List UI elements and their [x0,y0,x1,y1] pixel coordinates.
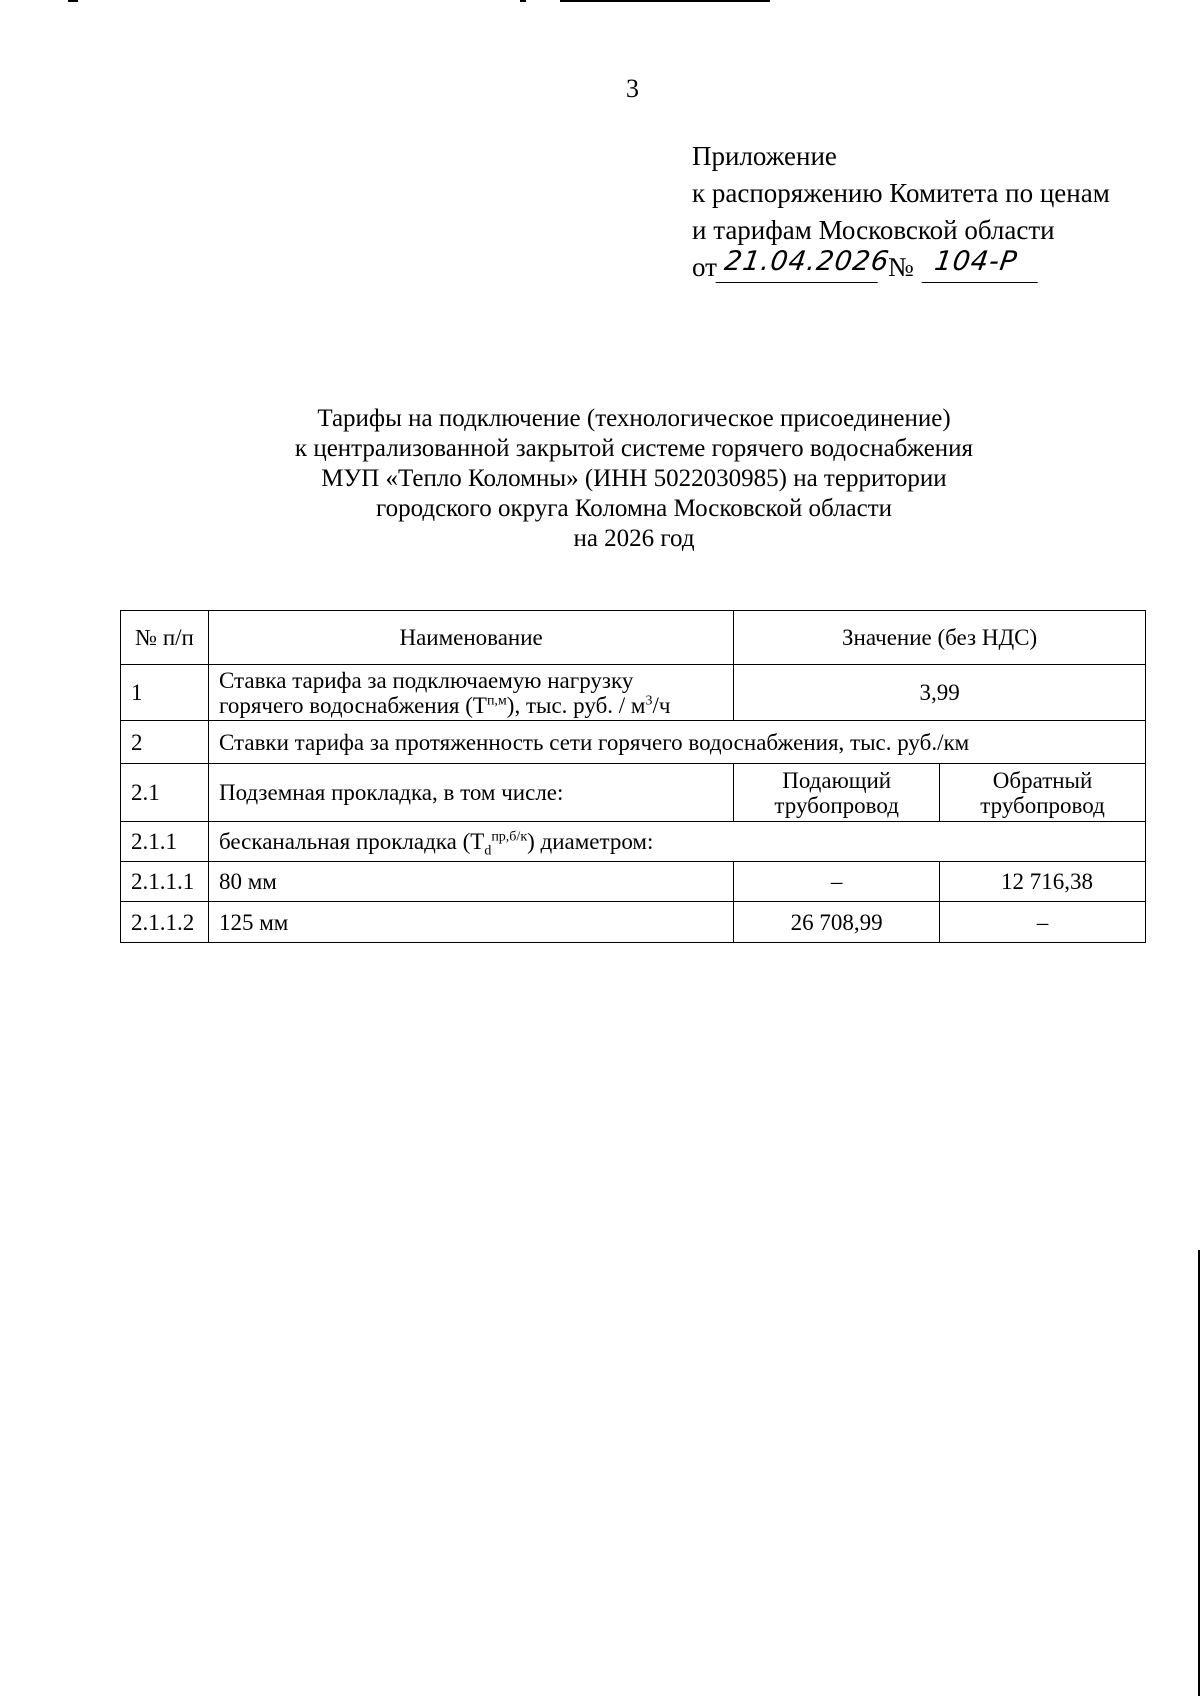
row-num: 2.1 [121,764,209,822]
title-line: МУП «Тепло Коломны» (ИНН 5022030985) на территории [321,465,947,492]
text-part: ) диаметром: [527,829,654,854]
page-number: 3 [626,74,639,103]
row-name: 125 мм [208,902,733,943]
from-label: от [692,252,717,282]
scan-mark [560,0,770,2]
superscript: 3 [645,692,653,708]
row-name-line [219,693,723,718]
supply-value: – [734,862,940,902]
table-row [121,721,1146,764]
header-line: трубопровод [774,792,899,818]
table-row [121,822,1146,862]
header-name: Наименование [208,611,733,665]
row-num: 1 [121,665,209,721]
header-line: Подающий [782,767,892,793]
table-row [121,665,1146,721]
document-title [0,404,1200,554]
handwritten-number: 104-Р [922,249,1043,283]
appendix-line: и тарифам Московской области [692,215,1055,245]
row-value: 3,99 [734,665,1146,721]
row-name: Ставки тарифа за протяженность сети горячего водоснабжения, тыс. руб./км [208,721,1145,764]
table-row [121,764,1146,822]
text-part: бесканальная прокладка (Т [218,829,485,854]
title-line: на 2026 год [573,525,695,552]
scan-edge-top [0,0,1200,3]
table-row [121,862,1146,902]
row-name [208,822,1145,862]
text-part: ), тыс. руб. / м [506,692,646,718]
subscript: d [484,843,492,859]
header-line: Обратный [992,767,1093,793]
header-line: трубопровод [980,792,1105,818]
scan-mark [520,0,526,2]
text-part: горячего водоснабжения (Т [218,692,487,718]
table-header-row [121,611,1146,665]
title-line: городского округа Коломна Московской области [375,495,893,522]
appendix-line: к распоряжению Комитета по ценам [692,178,1110,208]
row-num: 2 [121,721,209,764]
superscript: пр,б/к [491,829,528,845]
header-num: № п/п [121,611,209,665]
row-name-line: Ставка тарифа за подключаемую нагрузку [218,667,634,693]
return-value: 12 716,38 [940,862,1146,902]
number-label: № [888,252,914,282]
return-pipe-header [940,764,1146,822]
table-row [121,902,1146,943]
title-line: к централизованной закрытой системе горячего водоснабжения [294,435,974,462]
row-name: 80 мм [208,862,733,902]
row-num: 2.1.1.1 [121,862,209,902]
title-line: Тарифы на подключение (технологическое присоединение) [317,405,951,432]
row-num: 2.1.1 [121,822,209,862]
appendix-date-number-line [692,246,1110,286]
tariffs-table [120,610,1146,943]
row-name: Подземная прокладка, в том числе: [208,764,733,822]
row-num: 2.1.1.2 [121,902,209,943]
header-value: Значение (без НДС) [734,611,1146,665]
appendix-block [692,138,1110,286]
scan-mark [68,0,78,2]
row-name [208,665,733,721]
supply-pipe-header [734,764,940,822]
superscript: п,м [486,692,507,708]
appendix-line: Приложение [692,141,837,171]
text-part: /ч [652,692,671,718]
handwritten-date: 21.04.2026 [716,249,883,283]
return-value: – [940,902,1146,943]
supply-value: 26 708,99 [734,902,940,943]
